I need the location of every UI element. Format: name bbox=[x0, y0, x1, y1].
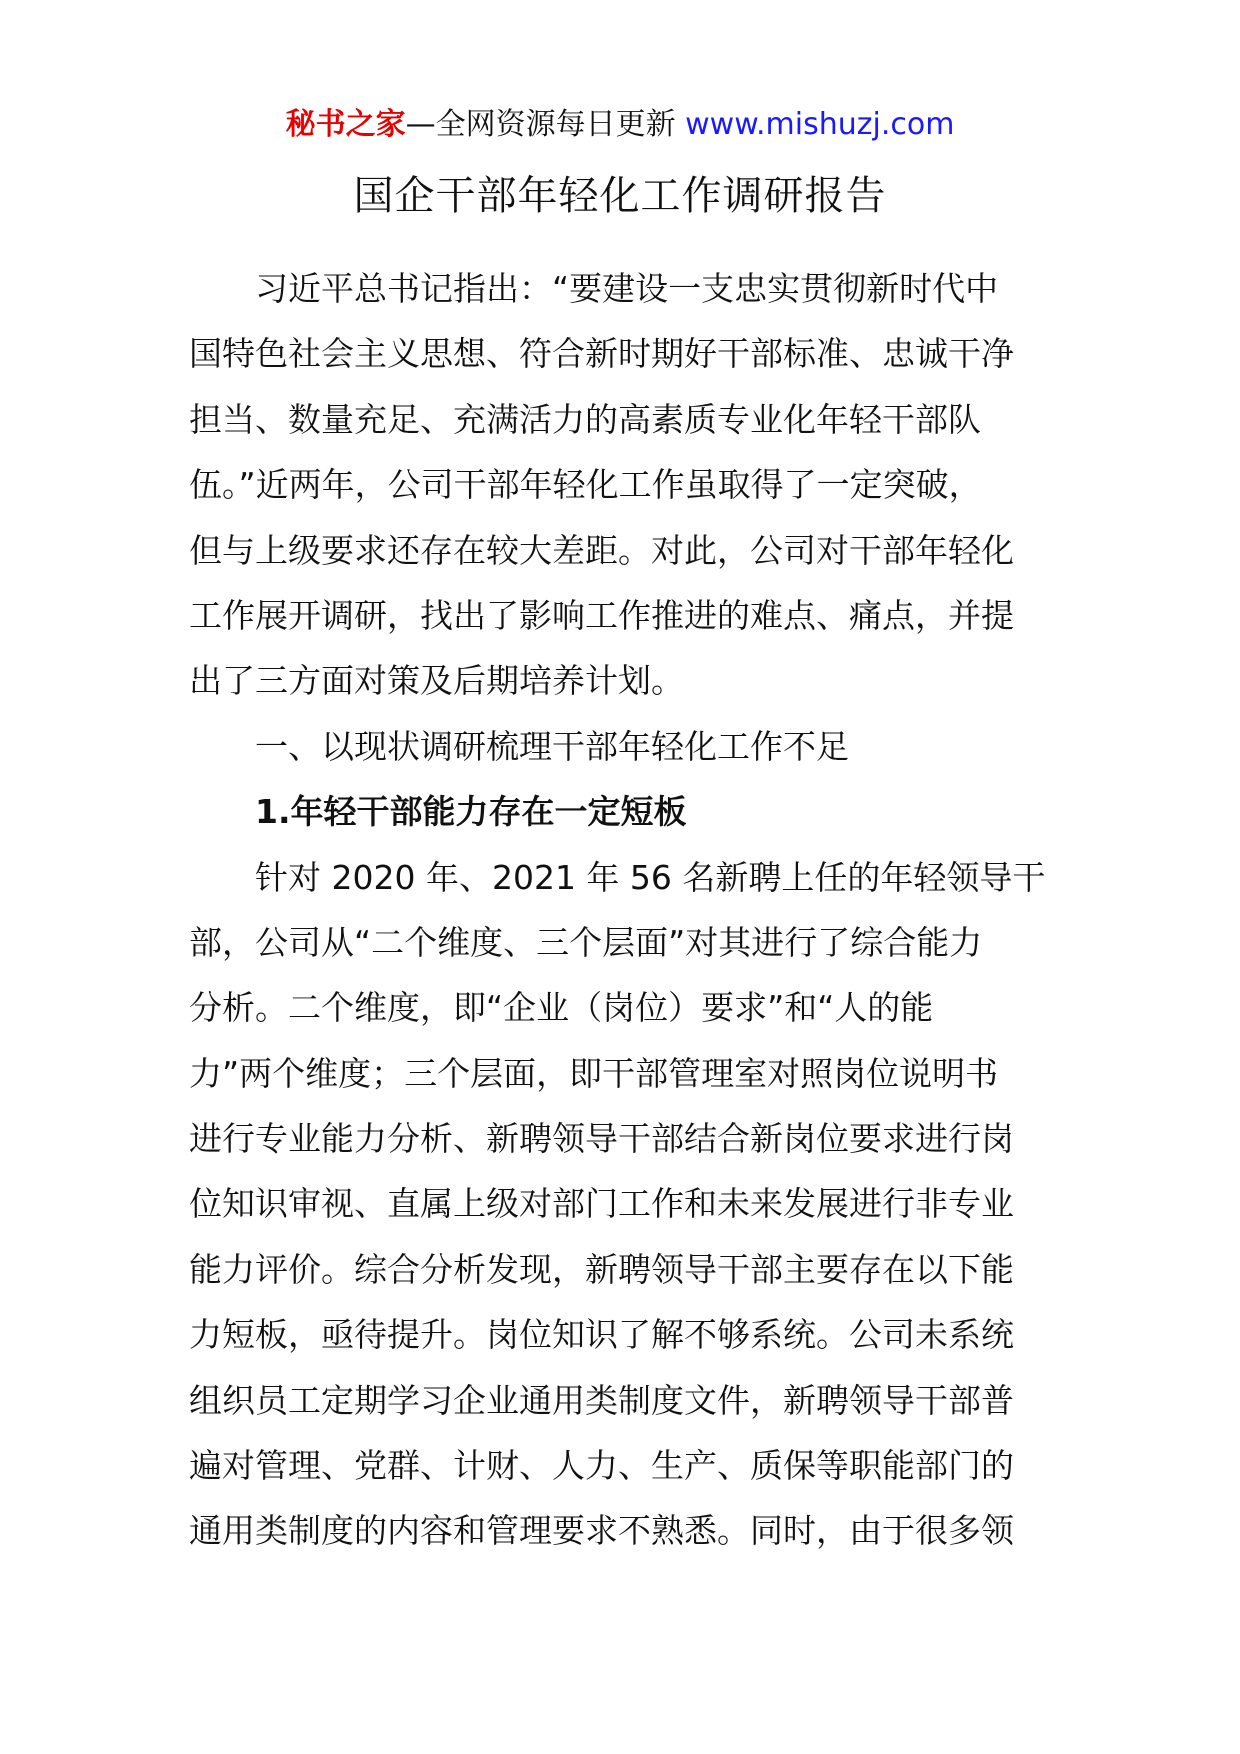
site-header bbox=[0, 103, 1240, 147]
text-line: 组织员工定期学习企业通用类制度文件，新聘领导干部普 bbox=[189, 1380, 1014, 1420]
text-line: 通用类制度的内容和管理要求不熟悉。同时，由于很多领 bbox=[189, 1511, 1014, 1551]
text-line: 但与上级要求还存在较大差距。对此，公司对干部年轻化 bbox=[189, 530, 1014, 570]
paragraph-ability-analysis bbox=[189, 845, 1059, 1564]
site-url-link[interactable]: www.mishuzj.com bbox=[685, 107, 955, 142]
text-line: 分析。二个维度，即“企业（岗位）要求”和“人的能 bbox=[189, 988, 934, 1028]
text-line: 力短板，亟待提升。岗位知识了解不够系统。公司未系统 bbox=[189, 1315, 1014, 1355]
text-line: 进行专业能力分析、新聘领导干部结合新岗位要求进行岗 bbox=[189, 1119, 1014, 1159]
text-line: 工作展开调研，找出了影响工作推进的难点、痛点，并提 bbox=[189, 595, 1014, 635]
document-body bbox=[189, 256, 1059, 1564]
text-line: 力”两个维度；三个层面，即干部管理室对照岗位说明书 bbox=[189, 1053, 999, 1093]
subsection-heading: 1.年轻干部能力存在一定短板 bbox=[255, 792, 687, 832]
header-slogan: —全网资源每日更新 bbox=[405, 107, 686, 142]
section-heading: 一、以现状调研梳理干部年轻化工作不足 bbox=[255, 726, 849, 766]
text-line: 担当、数量充足、充满活力的高素质专业化年轻干部队 bbox=[189, 399, 981, 439]
text-line: 习近平总书记指出：“要建设一支忠实贯彻新时代中 bbox=[255, 269, 999, 308]
brand-name: 秘书之家 bbox=[285, 107, 406, 142]
paragraph-intro bbox=[189, 256, 1059, 714]
text-line: 针对 2020 年、2021 年 56 名新聘上任的年轻领导干 bbox=[255, 857, 1046, 897]
text-line: 部，公司从“二个维度、三个层面”对其进行了综合能力 bbox=[189, 922, 983, 962]
text-line: 国特色社会主义思想、符合新时期好干部标准、忠诚干净 bbox=[189, 334, 1014, 374]
text-line: 遍对管理、党群、计财、人力、生产、质保等职能部门的 bbox=[189, 1446, 1014, 1486]
document-title: 国企干部年轻化工作调研报告 bbox=[353, 173, 887, 219]
text-line: 位知识审视、直属上级对部门工作和未来发展进行非专业 bbox=[189, 1184, 1014, 1224]
text-line: 出了三方面对策及后期培养计划。 bbox=[189, 661, 684, 701]
text-line: 伍。”近两年，公司干部年轻化工作虽取得了一定突破， bbox=[189, 465, 982, 505]
text-line: 能力评价。综合分析发现，新聘领导干部主要存在以下能 bbox=[189, 1249, 1014, 1289]
